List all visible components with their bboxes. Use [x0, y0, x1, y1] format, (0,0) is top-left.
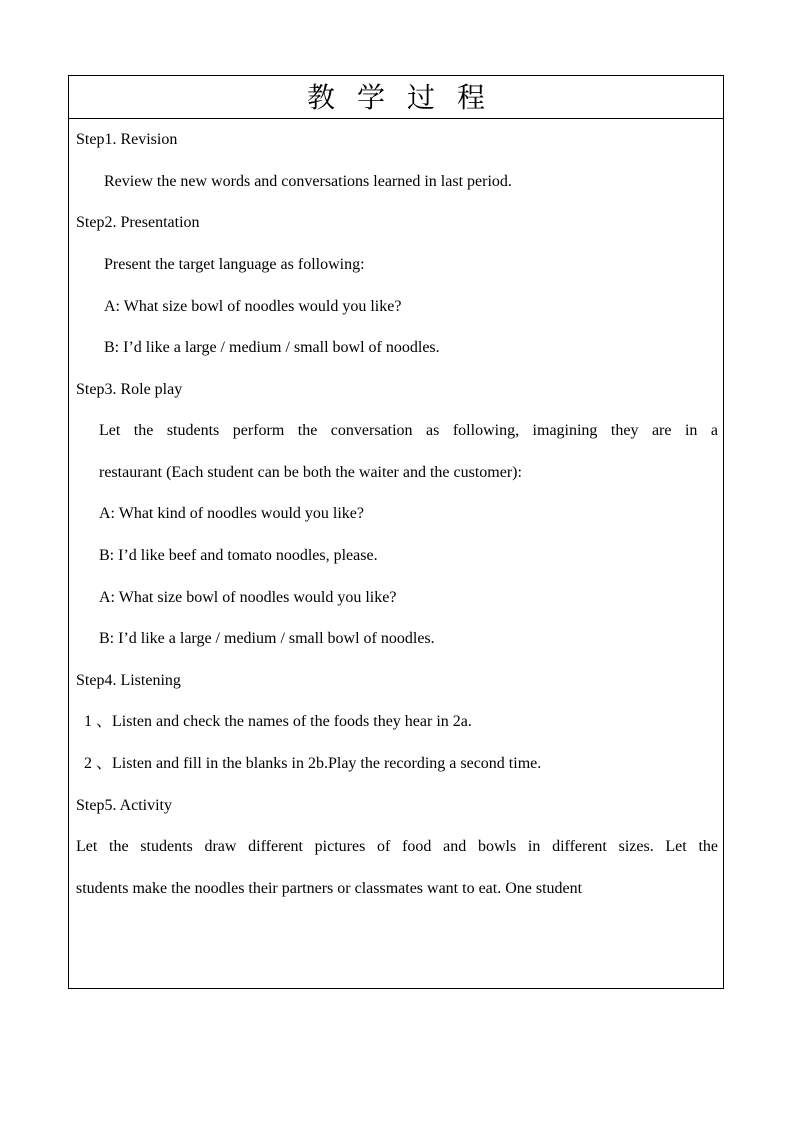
step3-line-3: A: What size bowl of noodles would you like? [99, 589, 397, 606]
step2-line-2: A: What size bowl of noodles would you like? [104, 298, 402, 315]
step1-line-1: Review the new words and conversations learned in last period. [104, 173, 512, 190]
step2-line-3: B: I’d like a large / medium / small bowl of noodles. [104, 339, 440, 356]
table-header [69, 76, 723, 119]
step3-heading: Step3. Role play [76, 381, 183, 398]
step4-heading: Step4. Listening [76, 672, 181, 689]
page-title: 教学过程 [306, 80, 507, 114]
step5-line-2: students make the noodles their partners or classmates want to eat. One student [76, 880, 583, 897]
step1-heading: Step1. Revision [76, 131, 178, 148]
step2-line-1: Present the target language as following: [104, 256, 365, 273]
step3-line-2: B: I’d like beef and tomato noodles, please. [99, 547, 378, 564]
step3-intro-line-1: Let the students perform the conversation as following, imagining they are in a [99, 422, 718, 439]
lesson-process-table [68, 75, 724, 989]
step5-heading: Step5. Activity [76, 797, 172, 814]
step3-line-1: A: What kind of noodles would you like? [99, 505, 364, 522]
step3-line-4: B: I’d like a large / medium / small bowl of noodles. [99, 630, 435, 647]
step3-intro-line-2: restaurant (Each student can be both the waiter and the customer): [99, 464, 522, 481]
step4-line-1: 1 、Listen and check the names of the foods they hear in 2a. [84, 713, 472, 730]
step5-line-1: Let the students draw different pictures of food and bowls in different sizes. Let the [76, 838, 718, 855]
step4-line-2: 2 、Listen and fill in the blanks in 2b.Play the recording a second time. [84, 755, 542, 772]
step2-heading: Step2. Presentation [76, 214, 200, 231]
